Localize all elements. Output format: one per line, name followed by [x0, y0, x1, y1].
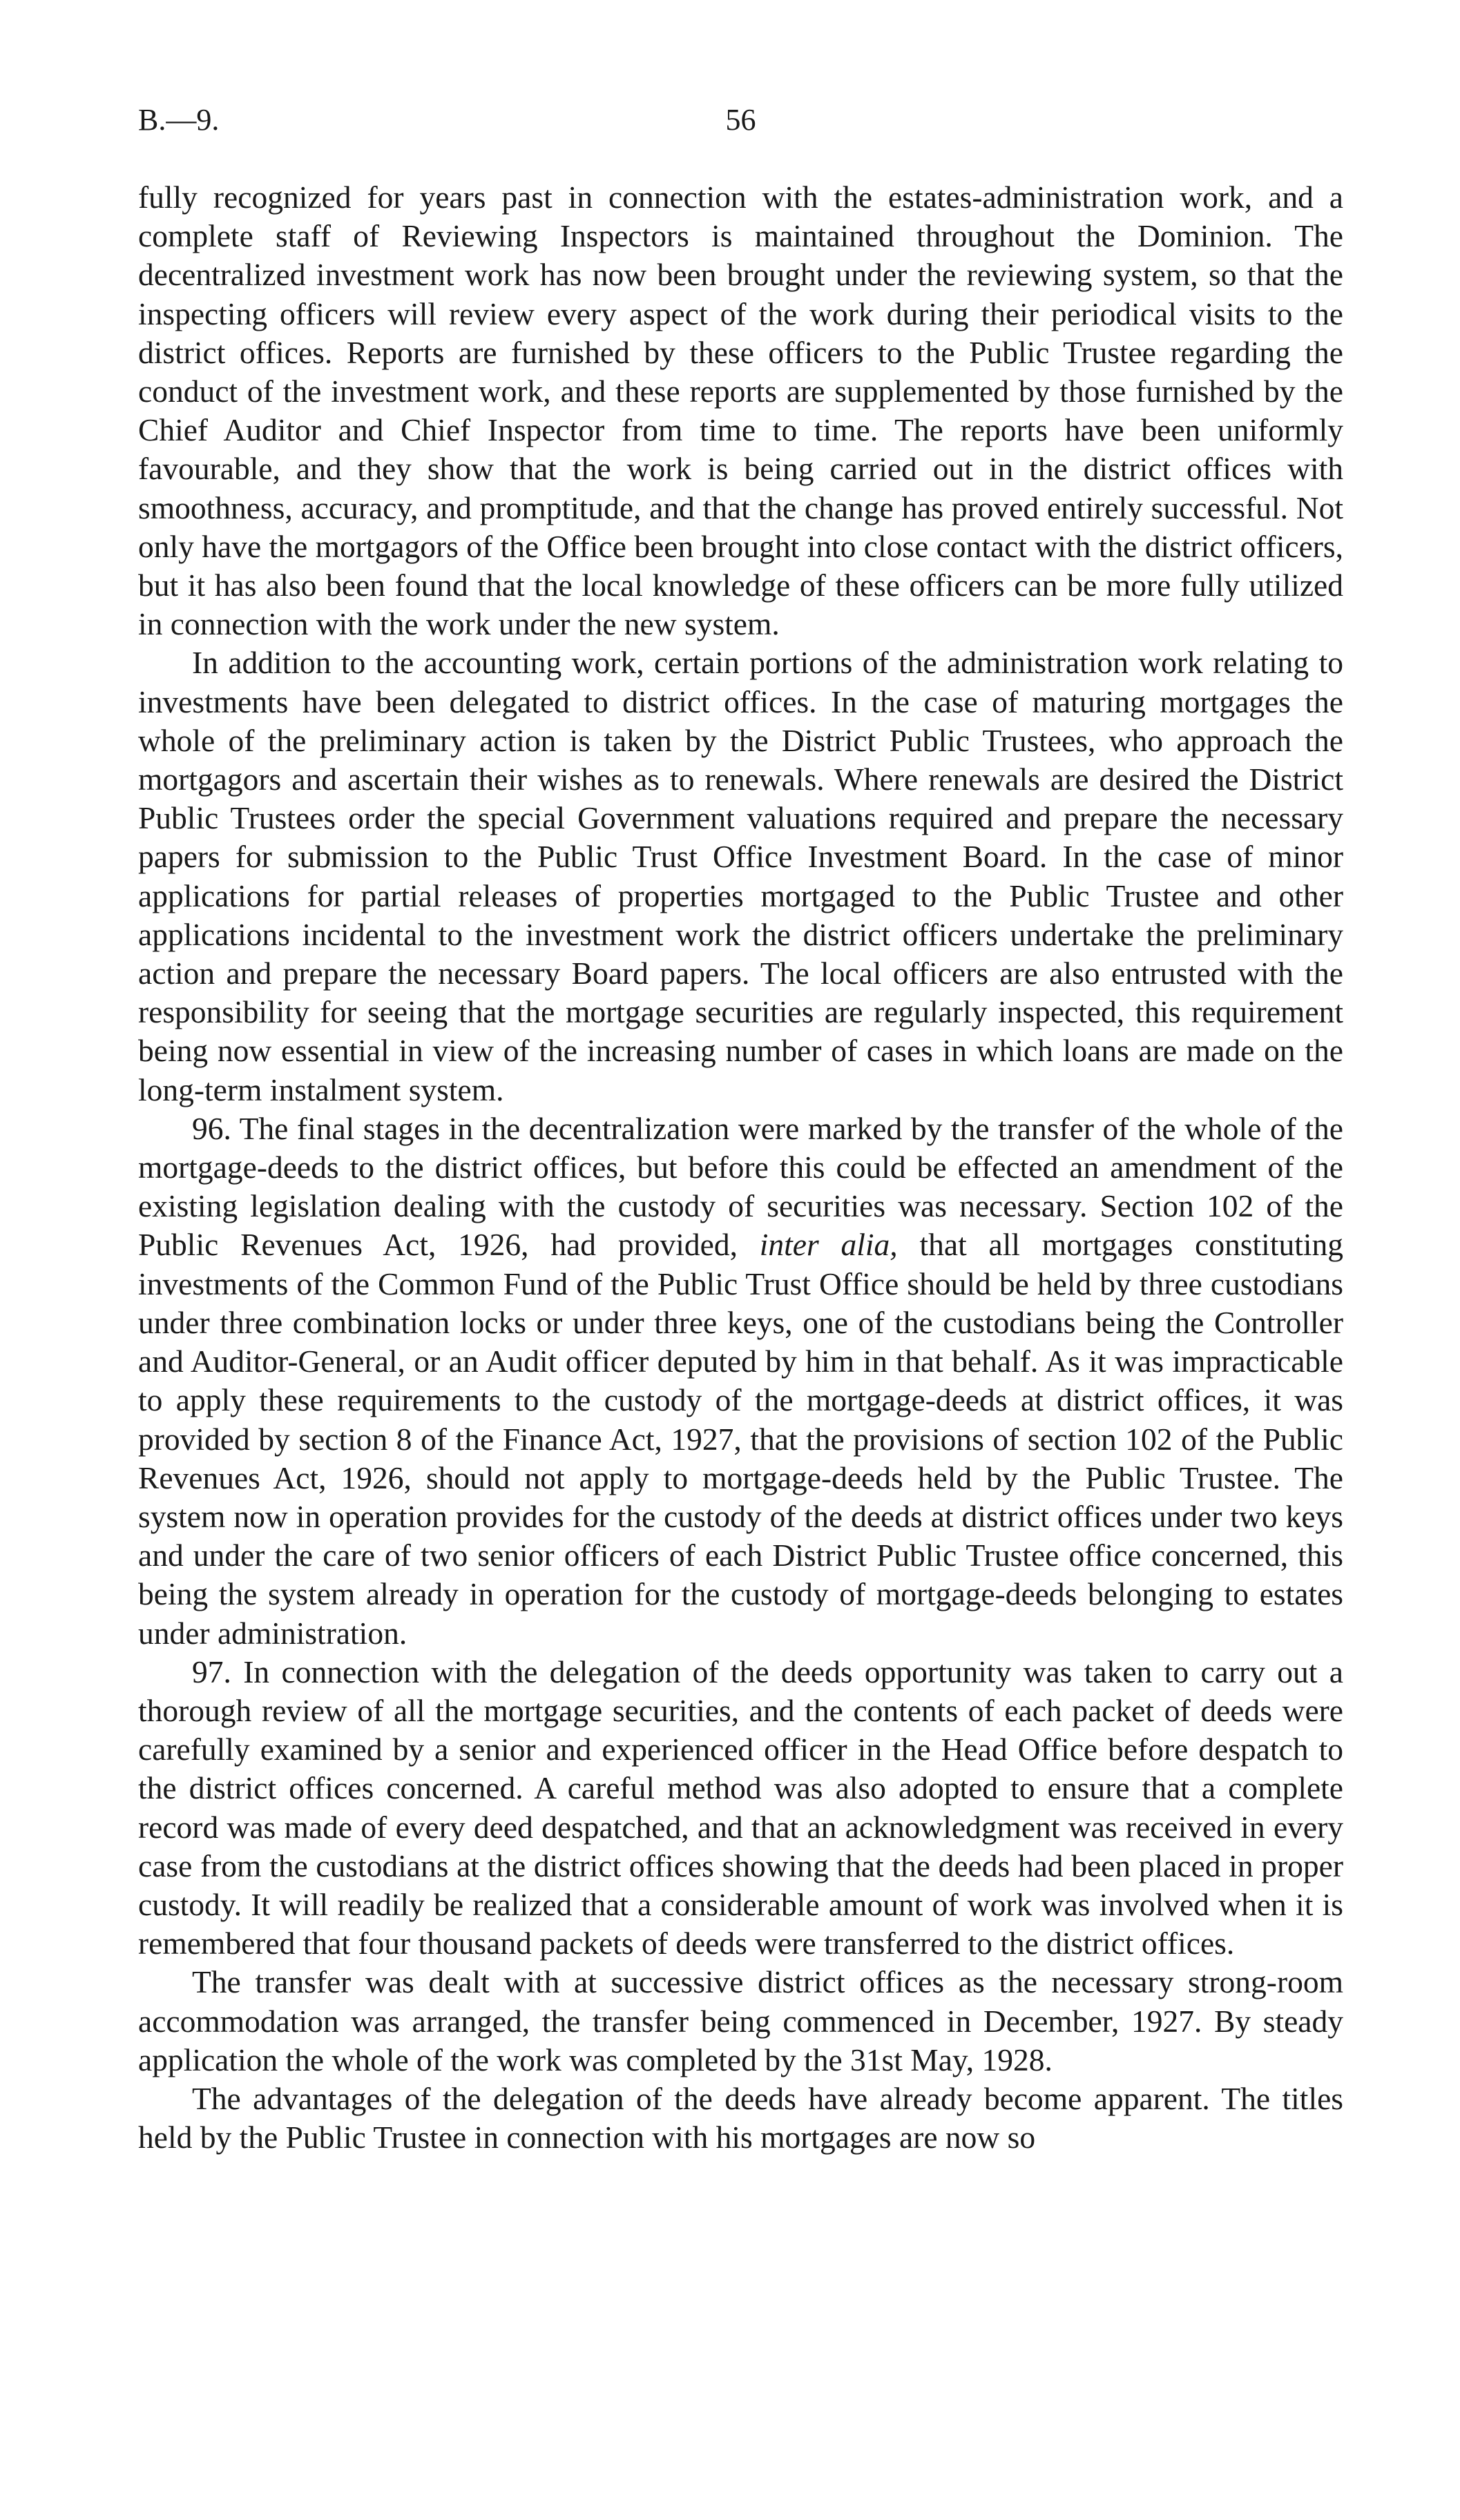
paragraph-text: In addition to the accounting work, certain portions of the administration work relating to investments have been delegated to district offices. In the case of maturing mortgages the whole of the preliminary action is taken by the District Public Trustees, who approach the mortgagors and ascertain their wishes as to renewals. Where renewals are desired the District Public Trustees order the special Government valuations required and prepare the necessary papers for submission to the Public Trust Office Investment Board. In the case of minor applications for partial releases of properties mortgaged to the Public Trustee and other applications incidental to the investment work the district officers undertake the preliminary action and prepare the necessary Board papers. The local officers are also entrusted with the responsibility for seeing that the mortgage securities are regularly inspected, this requirement being now essential in view of the increasing number of cases in which loans are made on the long-term instalment system. — [138, 645, 1343, 1107]
paragraph-text: The transfer was dealt with at successive district offices as the necessary strong-room accommodation was arranged, the transfer being commenced in December, 1927. By steady application the whole of the work was completed by the 31st May, 1928. — [138, 1964, 1343, 2077]
paragraph-text: fully recognized for years past in connection with the estates-administration work, and a complete staff of Reviewing Inspectors is maintained throughout the Dominion. The decentralized investment work has now been brought under the reviewing system, so that the inspecting officers will review every aspect of the work during their periodical visits to the district offices. Reports are furnished by these officers to the Public Trustee regarding the conduct of the investment work, and these reports are supplemented by those furnished by the Chief Auditor and Chief Inspector from time to time. The reports have been uniformly favourable, and they show that the work is being carried out in the district offices with smoothness, accuracy, and promptitude, and that the change has proved entirely successful. Not only have the mortgagors of the Office been brought into close contact with the district officers, but it has also been found that the local knowledge of these officers can be more fully utilized in connection with the work under the new system. — [138, 180, 1343, 642]
paragraph — [138, 2080, 1343, 2157]
running-head — [138, 102, 1343, 144]
paragraph-text: The final stages in the decentralization were marked by the transfer of the whole of the mortgage-deeds to the district offices, but before this could be effected an amendment of the existing legislation dealing with the custody of securities was necessary. Section 102 of the Public Revenues Act, 1926, had provided, — [138, 1110, 1343, 1263]
paragraph-number: 96. — [192, 1110, 231, 1146]
paragraph-text: that all mortgages constituting investments of the Common Fund of the Public Trust Office should be held by three custodians under three combination locks or under three keys, one of the custodians being the Controller and Auditor-General, or an Audit officer deputed by him in that behalf. As it was impracticable to apply these requirements to the custody of the mortgage-deeds at district offices, it was provided by section 8 of the Finance Act, 1927, that the provisions of section 102 of the Public Revenues Act, 1926, should not apply to mortgage-deeds held by the Public Trustee. The system now in operation provides for the custody of the deeds at district offices under two keys and under the care of two senior officers of each District Public Trustee office concerned, this being the system already in operation for the custody of mortgage-deeds belonging to estates under administration. — [138, 1227, 1344, 1651]
paragraph — [138, 1963, 1343, 2080]
paragraph-continued — [138, 178, 1343, 643]
paragraph-97 — [138, 1653, 1343, 1964]
document-reference: B.—9. — [138, 103, 220, 137]
paragraph-text: In connection with the delegation of the deeds opportunity was taken to carry out a thorough review of all the mortgage securities, and the contents of each packet of deeds were carefully examined by a senior and experienced officer in the Head Office before despatch to the district offices concerned. A careful method was also adopted to ensure that a complete record was made of every deed despatched, and that an acknowledgment was received in every case from the custodians at the district offices showing that the deeds had been placed in proper custody. It will readily be realized that a considerable amount of work was involved when it is remembered that four thousand packets of deeds were transferred to the district offices. — [138, 1654, 1343, 1961]
page-number: 56 — [725, 103, 756, 137]
paragraph — [138, 643, 1343, 1109]
body-text — [138, 178, 1343, 2157]
paragraph-number: 97. — [192, 1654, 231, 1689]
italic-phrase: inter alia, — [759, 1227, 898, 1263]
paragraph-96 — [138, 1109, 1343, 1653]
paragraph-text: The advantages of the delegation of the deeds have already become apparent. The titles held by the Public Trustee in connection with his mortgages are now so — [138, 2080, 1343, 2155]
